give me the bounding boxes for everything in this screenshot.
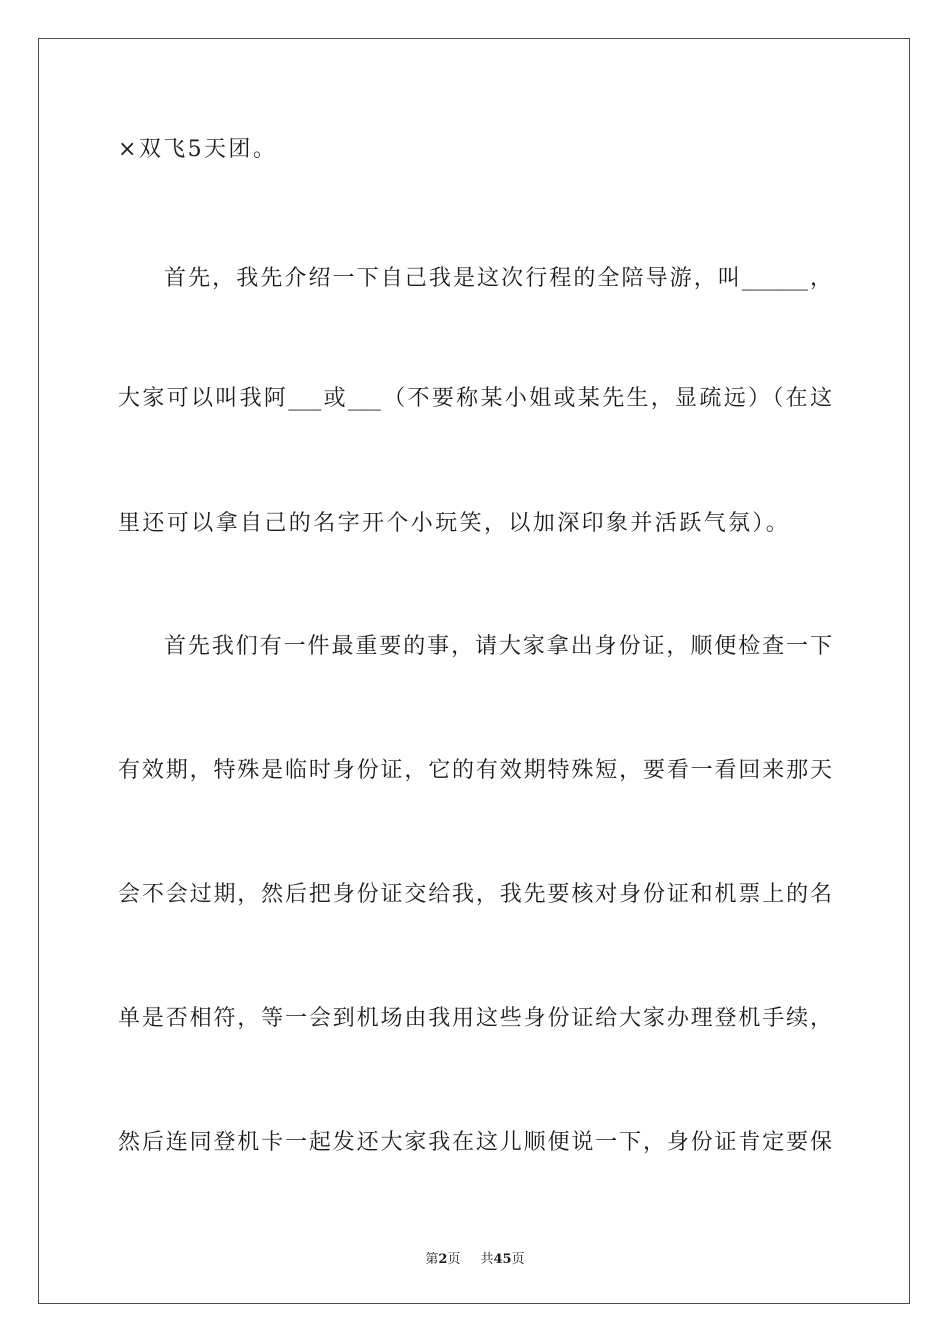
text-line-6: 有效期，特殊是临时身份证，它的有效期特殊短，要看一看回来那天	[118, 758, 832, 783]
footer-page-number: 2	[438, 1252, 448, 1267]
page-footer	[0, 1248, 950, 1267]
text-line-5: 首先我们有一件最重要的事，请大家拿出身份证，顺便检查一下	[164, 634, 832, 659]
text-line-9: 然后连同登机卡一起发还大家我在这儿顺便说一下，身份证肯定要保	[118, 1130, 832, 1155]
footer-total-pages: 45	[493, 1252, 512, 1267]
footer-total-prefix: 共	[480, 1252, 494, 1267]
text-line-4: 里还可以拿自己的名字开个小玩笑，以加深印象并活跃气氛）。	[118, 511, 791, 536]
page-border	[38, 38, 910, 1304]
text-line-8: 单是否相符，等一会到机场由我用这些身份证给大家办理登机手续，	[118, 1006, 832, 1031]
text-line-3: 大家可以叫我阿___或___（不要称某小姐或某先生，显疏远）（在这	[118, 386, 832, 411]
text-line-1: ×双飞5天团。	[118, 137, 278, 162]
footer-page-prefix: 第	[425, 1252, 439, 1267]
text-line-7: 会不会过期，然后把身份证交给我，我先要核对身份证和机票上的名	[118, 882, 832, 907]
footer-page-suffix: 页	[447, 1252, 461, 1267]
footer-total-suffix: 页	[511, 1252, 525, 1267]
text-line-2: 首先，我先介绍一下自己我是这次行程的全陪导游，叫______，	[164, 266, 832, 291]
